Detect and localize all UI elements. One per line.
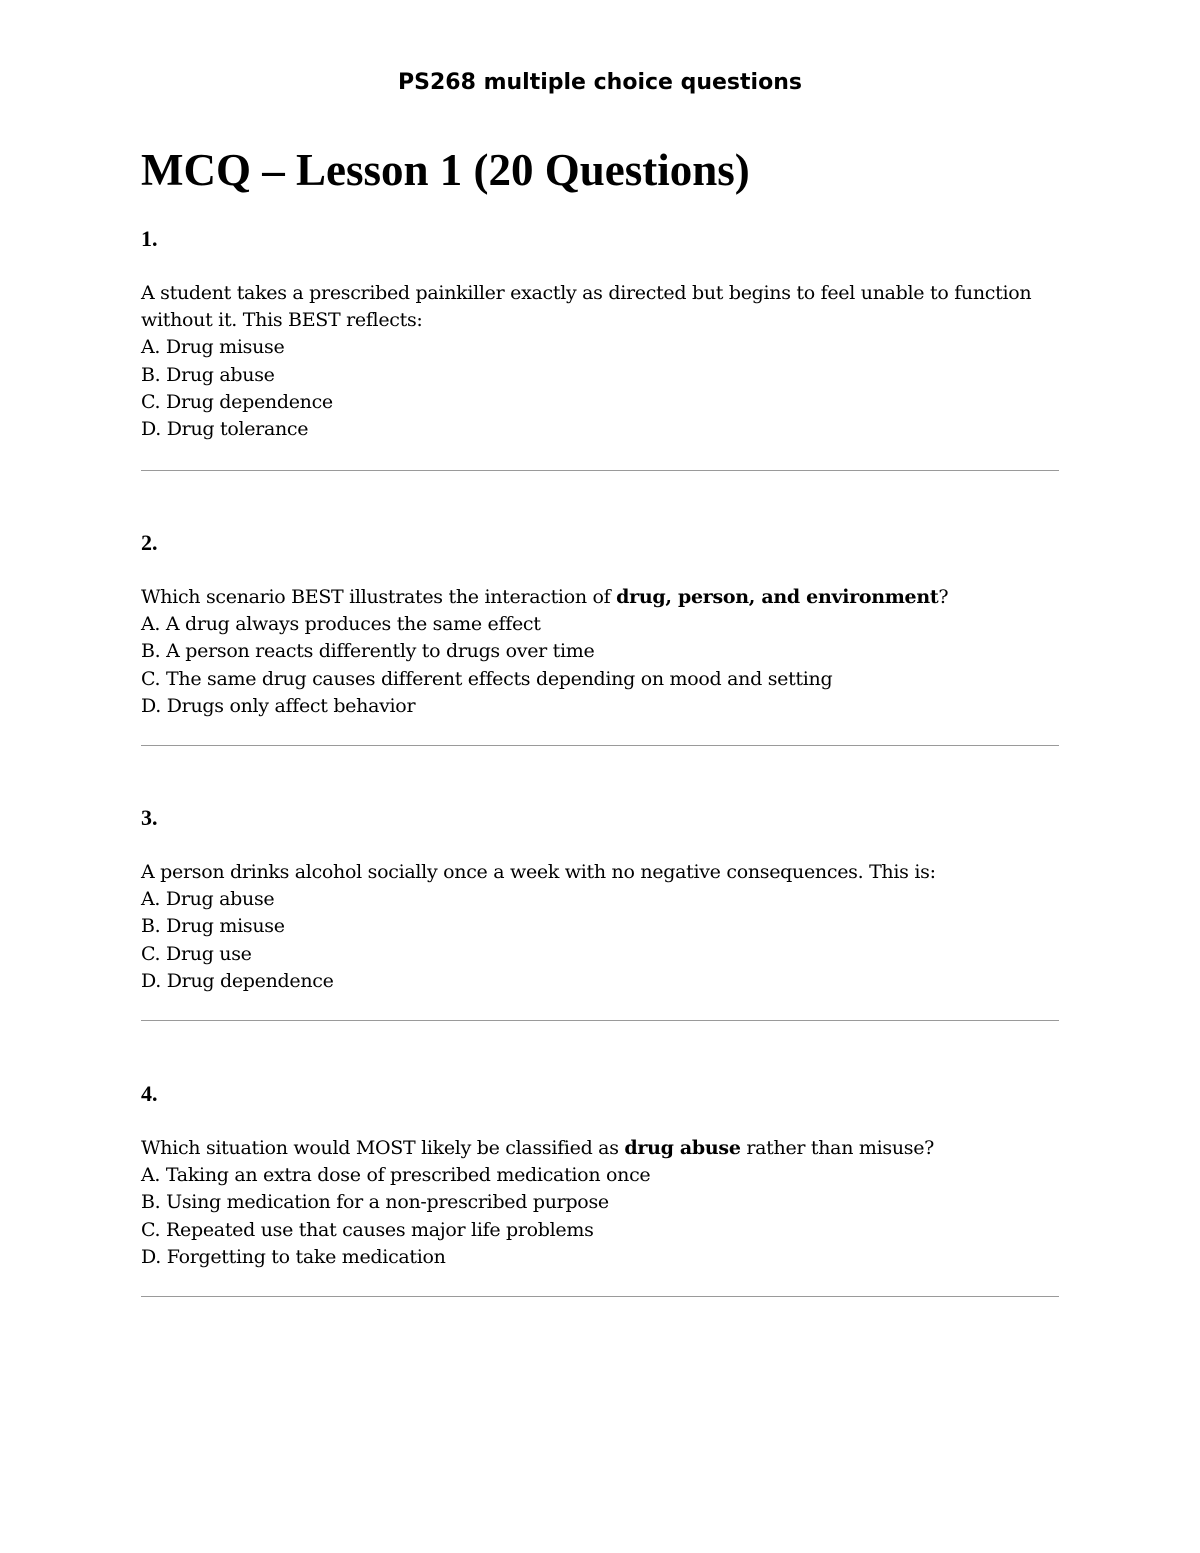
- question-stem: [141, 280, 1059, 334]
- answer-option-a: A. Drug misuse: [141, 336, 285, 359]
- answer-option-a: A. A drug always produces the same effect: [141, 613, 541, 636]
- question-4: [141, 1079, 1059, 1271]
- question-3: [141, 803, 1059, 995]
- answer-option-b: B. Drug abuse: [141, 363, 275, 386]
- answer-option-c: C. Repeated use that causes major life problems: [141, 1218, 594, 1241]
- question-number: 3.: [141, 805, 158, 830]
- question-number: 2.: [141, 530, 158, 555]
- answer-option-d: D. Drug dependence: [141, 969, 334, 992]
- question-stem-text: Which scenario BEST illustrates the interaction of: [141, 586, 617, 608]
- question-stem-emphasis: drug, person, and environment: [616, 586, 939, 608]
- question-stem-emphasis: drug abuse: [624, 1137, 741, 1159]
- question-1: [141, 224, 1059, 443]
- answer-option-a: A. Taking an extra dose of prescribed medication once: [141, 1164, 651, 1187]
- question-stem: [141, 584, 1059, 611]
- question-stem-text: A person drinks alcohol socially once a week with no negative consequences. This is:: [141, 861, 936, 883]
- answer-option-d: D. Drug tolerance: [141, 418, 309, 441]
- question-stem-text: A student takes a prescribed painkiller exactly as directed but begins to feel unable to function without it. This BEST reflects:: [141, 282, 1032, 332]
- question-stem-text: Which situation would MOST likely be classified as: [141, 1137, 625, 1159]
- question-divider: [141, 470, 1059, 471]
- question-stem-tail: rather than misuse?: [740, 1137, 935, 1159]
- answer-option-c: C. Drug dependence: [141, 390, 333, 413]
- question-divider: [141, 1020, 1059, 1021]
- answer-option-d: D. Drugs only affect behavior: [141, 694, 416, 717]
- answer-option-b: B. Using medication for a non-prescribed purpose: [141, 1191, 609, 1214]
- question-2: [141, 528, 1059, 720]
- question-stem: [141, 1135, 1059, 1162]
- question-divider: [141, 1296, 1059, 1297]
- question-stem-tail: ?: [938, 586, 949, 608]
- answer-option-b: B. Drug misuse: [141, 915, 285, 938]
- question-stem: [141, 859, 1059, 886]
- question-number: 1.: [141, 226, 158, 251]
- answer-option-b: B. A person reacts differently to drugs over time: [141, 640, 595, 663]
- lesson-title: MCQ – Lesson 1 (20 Questions): [141, 145, 750, 195]
- answer-option-d: D. Forgetting to take medication: [141, 1245, 446, 1268]
- question-divider: [141, 745, 1059, 746]
- question-number: 4.: [141, 1081, 158, 1106]
- document-header: PS268 multiple choice questions: [398, 70, 802, 95]
- answer-option-c: C. Drug use: [141, 942, 252, 965]
- answer-option-a: A. Drug abuse: [141, 888, 275, 911]
- answer-option-c: C. The same drug causes different effects depending on mood and setting: [141, 667, 833, 690]
